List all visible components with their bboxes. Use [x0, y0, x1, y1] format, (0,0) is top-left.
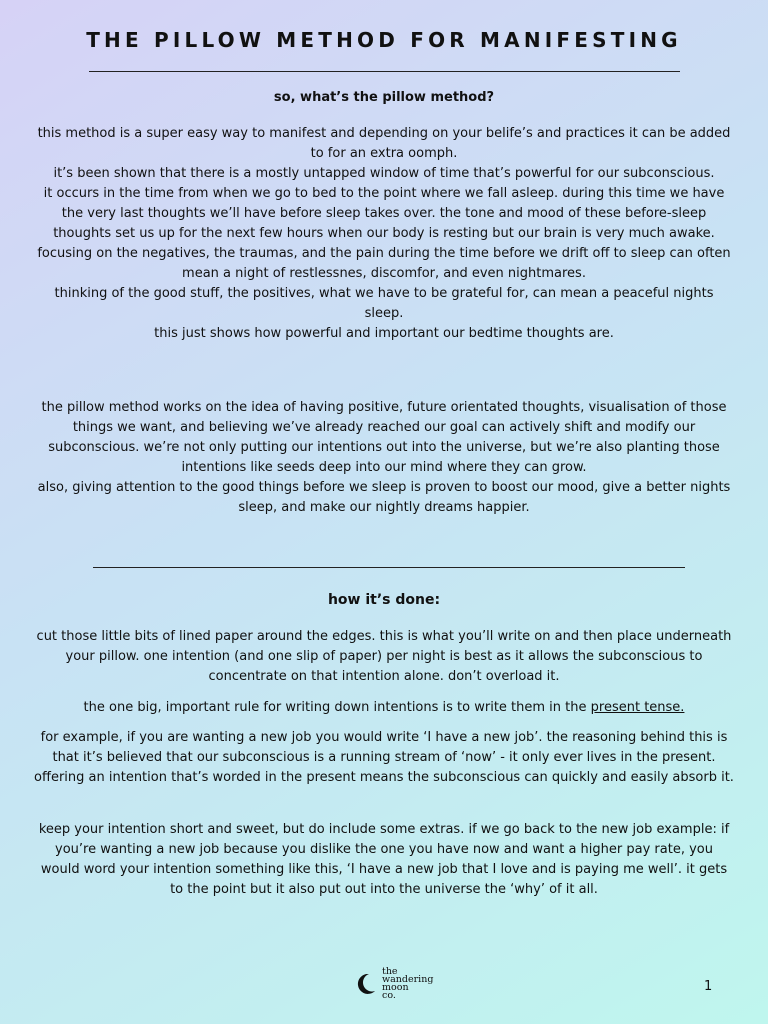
logo-line: moon: [382, 982, 409, 993]
brand-logo: [356, 968, 433, 1000]
paragraph-line: this just shows how powerful and important our bedtime thoughts are.: [154, 326, 614, 341]
logo-line: wandering: [382, 974, 434, 985]
paragraph-line: focusing on the negatives, the traumas, and the pain during the time before we drift off to sleep can often mean a night of restlessnes, discomfor, and even nightmares.: [37, 246, 731, 281]
section2-paragraph-2: [34, 698, 734, 718]
section-heading-how: how it’s done:: [327, 592, 441, 608]
rule-text: the one big, important rule for writing down intentions is to write them in the: [83, 700, 591, 715]
paragraph-text: cut those little bits of lined paper around the edges. this is what you’ll write on and then place underneath your pillow. one intention (and one slip of paper) per night is best as it allows the subconscious to concentrate on that intention alone. don’t overload it.: [36, 629, 732, 684]
paragraph-line: it’s been shown that there is a mostly untapped window of time that’s powerful for our subconscious.: [53, 166, 715, 181]
section-heading-what: so, what’s the pillow method?: [273, 90, 495, 105]
paragraph-text: for example, if you are wanting a new job you would write ‘I have a new job’. the reasoning behind this is that it’s believed that our subconscious is a running stream of ‘now’ - it only ever lives in the present. offering an intention that’s worded in the present means the subconscious can quickly and easily absorb it.: [34, 730, 734, 785]
logo-line: co.: [382, 990, 396, 1001]
paragraph-text: [34, 698, 734, 718]
paragraph-line: it occurs in the time from when we go to bed to the point where we fall asleep. during this time we have the very last thoughts we’ll have before sleep takes over. the tone and mood of these before-sleep thoughts set us up for the next few hours when our body is resting but our brain is very much awake.: [43, 186, 725, 241]
crescent-moon-icon: [356, 973, 376, 995]
paragraph-line: the pillow method works on the idea of having positive, future orientated thoughts, visualisation of those things we want, and believing we’ve already reached our goal can actively shift and modify our subconscious. we’re not only putting our intentions out into the universe, but we’re also planting those intentions like seeds deep into our mind where they can grow.: [41, 400, 727, 475]
section1-paragraph-2: [34, 398, 734, 518]
section-divider: [93, 567, 685, 568]
logo-wordmark: [382, 968, 433, 1000]
present-tense-emphasis: present tense.: [590, 700, 685, 715]
section2-paragraph-4: [34, 820, 734, 900]
page-title: THE PILLOW METHOD FOR MANIFESTING: [86, 28, 682, 52]
paragraph-line: also, giving attention to the good things before we sleep is proven to boost our mood, give a better nights sleep, and make our nightly dreams happier.: [37, 480, 731, 515]
section2-paragraph-3: [34, 728, 734, 788]
section1-paragraph-1: [34, 124, 734, 344]
logo-line: the: [382, 966, 398, 977]
paragraph-line: thinking of the good stuff, the positives, what we have to be grateful for, can mean a peaceful nights sleep.: [54, 286, 714, 321]
page-number: 1: [704, 979, 713, 994]
section2-paragraph-1: [34, 627, 734, 687]
paragraph-line: this method is a super easy way to manifest and depending on your belife’s and practices it can be added to for an extra oomph.: [37, 126, 731, 161]
title-divider: [89, 71, 680, 72]
paragraph-text: keep your intention short and sweet, but do include some extras. if we go back to the new job example: if you’re wanting a new job because you dislike the one you have now and want a higher pay rate, you would word your intention something like this, ‘I have a new job that I love and is paying me well’. it gets to the point but it also put out into the universe the ‘why’ of it all.: [38, 822, 730, 897]
